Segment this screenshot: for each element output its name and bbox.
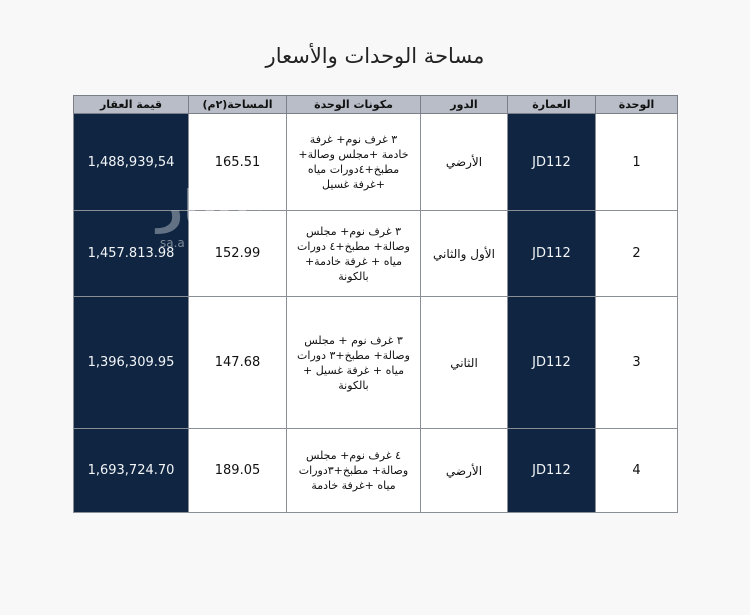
value-cell: 1,396,309.95 (74, 297, 189, 429)
building-code: JD112 (508, 211, 596, 297)
table-row (74, 211, 678, 297)
floor-cell: الأرضي (421, 429, 508, 513)
unit-number: 4 (596, 429, 678, 513)
header-unit: الوحدة (596, 96, 678, 114)
unit-number: 3 (596, 297, 678, 429)
header-components: مكونات الوحدة (287, 96, 421, 114)
floor-cell: الأرضي (421, 114, 508, 211)
table-row (74, 297, 678, 429)
value-cell: 1,488,939,54 (74, 114, 189, 211)
building-code: JD112 (508, 429, 596, 513)
header-value: قيمة العقار (74, 96, 189, 114)
components-cell: ٣ غرف نوم + مجلس وصالة+ مطبخ+٣ دورات مياه + غرفة غسيل + بالكونة (287, 297, 421, 429)
unit-number: 1 (596, 114, 678, 211)
area-cell: 165.51 (189, 114, 287, 211)
components-cell: ٣ غرف نوم+ مجلس وصالة+ مطبخ+٤ دورات مياه + غرفة خادمة+ بالكونة (287, 211, 421, 297)
area-cell: 189.05 (189, 429, 287, 513)
area-cell: 152.99 (189, 211, 287, 297)
unit-number: 2 (596, 211, 678, 297)
header-floor: الدور (421, 96, 508, 114)
header-area: المساحة(٢م) (189, 96, 287, 114)
floor-cell: الثاني (421, 297, 508, 429)
table-header-row (74, 96, 678, 114)
components-cell: ٤ غرف نوم+ مجلس وصالة+ مطبخ+٣دورات مياه +غرفة خادمة (287, 429, 421, 513)
floor-cell: الأول والثاني (421, 211, 508, 297)
table-row (74, 429, 678, 513)
building-code: JD112 (508, 297, 596, 429)
area-cell: 147.68 (189, 297, 287, 429)
components-cell: ٣ غرف نوم+ غرفة خادمة +مجلس وصالة+ مطبخ+٤دورات مياه +غرفة غسيل (287, 114, 421, 211)
value-cell: 1,693,724.70 (74, 429, 189, 513)
units-table (73, 95, 678, 513)
table-row (74, 114, 678, 211)
building-code: JD112 (508, 114, 596, 211)
watermark-logo: عقار (156, 180, 265, 234)
header-building: العمارة (508, 96, 596, 114)
page-title: مساحة الوحدات والأسعار (265, 44, 485, 68)
value-cell: 1,457.813.98 (74, 211, 189, 297)
watermark-domain: sa.a (160, 236, 185, 250)
